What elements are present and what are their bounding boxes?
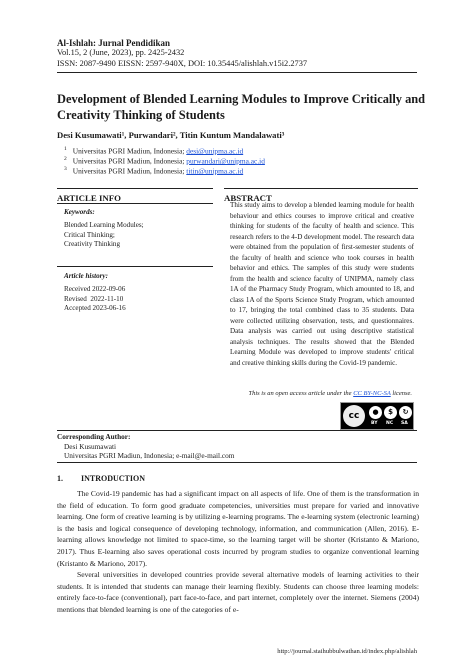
affiliation-text: Universitas PGRI Madiun, Indonesia; (72, 156, 185, 166)
affiliation-number: 3 (64, 166, 67, 172)
history-accepted: Accepted 2023-06-16 (64, 303, 126, 312)
cc-label-sa: SA (401, 421, 408, 426)
author-list: Desi Kusumawati¹, Purwandari², Titin Kuntum Mandalawati³ (57, 130, 285, 140)
keywords-rule (57, 266, 213, 267)
cc-label-by: BY (371, 421, 378, 426)
keyword-item: Critical Thinking; (64, 230, 115, 239)
history-label: Article history: (64, 272, 108, 280)
paper-title: Development of Blended Learning Modules to Improve Critically and Creativity Thinking of Students (57, 92, 426, 122)
email-link[interactable]: titin@unipma.ac.id (186, 166, 244, 176)
affiliation-3 (64, 164, 243, 176)
cc-license-badge[interactable] (340, 402, 414, 430)
corresponding-label: Corresponding Author: (57, 432, 131, 441)
section-number: 1. (57, 474, 63, 483)
corresponding-affiliation: Universitas PGRI Madiun, Indonesia; e-mail@e-mail.com (64, 451, 235, 461)
journal-volume: Vol.15, 2 (June, 2023), pp. 2425-2432 (57, 48, 185, 58)
cc-logo-icon: cc (343, 405, 365, 427)
affiliation-number: 1 (64, 146, 67, 152)
cc-label-nc: NC (386, 421, 394, 426)
abstract-text: This study aims to develop a blended learning module for health behaviour and ethics courses to improve critical and creative thinking for students of the faculty of health and science. This research refers to the 4-D development model. The research data were obtained from the population of first-semester students of the faculty of health and science who took courses in health behavior and ethics. The samples of this study were students from the health and science faculty of UNIPMA, namely class 1A of the Pharmacy Study Program, which amounted to 18, and class 1A of the Sports Science Study Program, which amounted to 17, bringing the total combined class to 35 students. Data were collected utilizing observation, tests, and questionnaires. Data analysis was carried out using descriptive statistical analysis techniques. The results showed that the Blended Learning Module was developed to improve students' critical and creative thinking skills during the Covid-19 pandemic. (230, 201, 414, 367)
journal-header (57, 38, 307, 69)
keywords-block (64, 208, 144, 249)
keywords-label: Keywords: (64, 208, 95, 216)
journal-issn: ISSN: 2087-9490 EISSN: 2597-940X, DOI: 10.35445/alishlah.v15i2.2737 (57, 58, 308, 68)
abstract-top-rule (224, 188, 418, 189)
header-divider (57, 72, 417, 73)
affiliation-number: 2 (64, 156, 67, 162)
info-bottom-rule (57, 430, 417, 431)
journal-name: Al-Ishlah: Jurnal Pendidikan (57, 38, 171, 48)
corresponding-author (57, 432, 234, 461)
paragraph: Several universities in developed countries provide several alternative models of learning activities to their students. It is intended that students can manage their learning flexibly. Students can choose three learning models: entirely face-to-face (conventional), part face-to-face, and part internet, completely over the internet. Siemens (2004) mentions that blended learning is one of the categories of e- (57, 570, 419, 614)
history-received: Received 2022-09-06 (64, 285, 126, 294)
license-suffix: license. (392, 390, 412, 397)
keyword-item: Creativity Thinking (64, 239, 121, 248)
introduction-body (57, 488, 419, 616)
keyword-item: Blended Learning Modules; (64, 221, 144, 230)
affiliation-text: Universitas PGRI Madiun, Indonesia; (72, 146, 185, 156)
article-info-heading: ARTICLE INFO (57, 193, 121, 203)
corresponding-rule (57, 462, 417, 463)
footer-url[interactable]: http://journal.staihubbulwathan.id/index.php/alishlah (277, 648, 417, 655)
article-info-heading-rule (57, 203, 213, 204)
paragraph: The Covid-19 pandemic has had a significant impact on all aspects of life. One of them is the transformation in the field of education. To form good graduate competencies, universities must prepare for varied and innovative learning. One form of creative learning is by utilizing e-learning programs. The e-learning system (electronic learning) is the basis and logical consequence of developing technology, information, and communication (Allen, 2016). E-learning allows knowledge not limited to space-time, so the learning target will be shorter (Kristanto & Mariono, 2017). Thus E-learning also saves operational costs incurred by program studies to organize conventional learning (Kristanto & Mariono, 2017). (57, 489, 419, 568)
affiliation-text: Universitas PGRI Madiun, Indonesia; (72, 166, 185, 176)
noncommercial-icon: $ (384, 406, 397, 419)
attribution-icon: ● (369, 406, 382, 419)
email-link[interactable]: purwandari@unipma.ac.id (186, 156, 265, 166)
license-line (224, 390, 412, 397)
abstract-heading: ABSTRACT (224, 193, 272, 203)
history-revised: Revised 2022-11-10 (64, 294, 124, 303)
license-prefix: This is an open access article under the (248, 390, 352, 397)
email-link[interactable]: desi@unipma.ac.id (186, 146, 244, 156)
license-link[interactable]: CC BY-NC-SA (353, 390, 391, 397)
history-block (64, 272, 126, 313)
article-info (57, 193, 213, 203)
section-title: INTRODUCTION (81, 474, 146, 483)
section-heading (57, 474, 145, 483)
article-info-top-rule (57, 188, 213, 189)
corresponding-name: Desi Kusumawati (64, 441, 117, 451)
sharealike-icon: ↻ (399, 406, 412, 419)
